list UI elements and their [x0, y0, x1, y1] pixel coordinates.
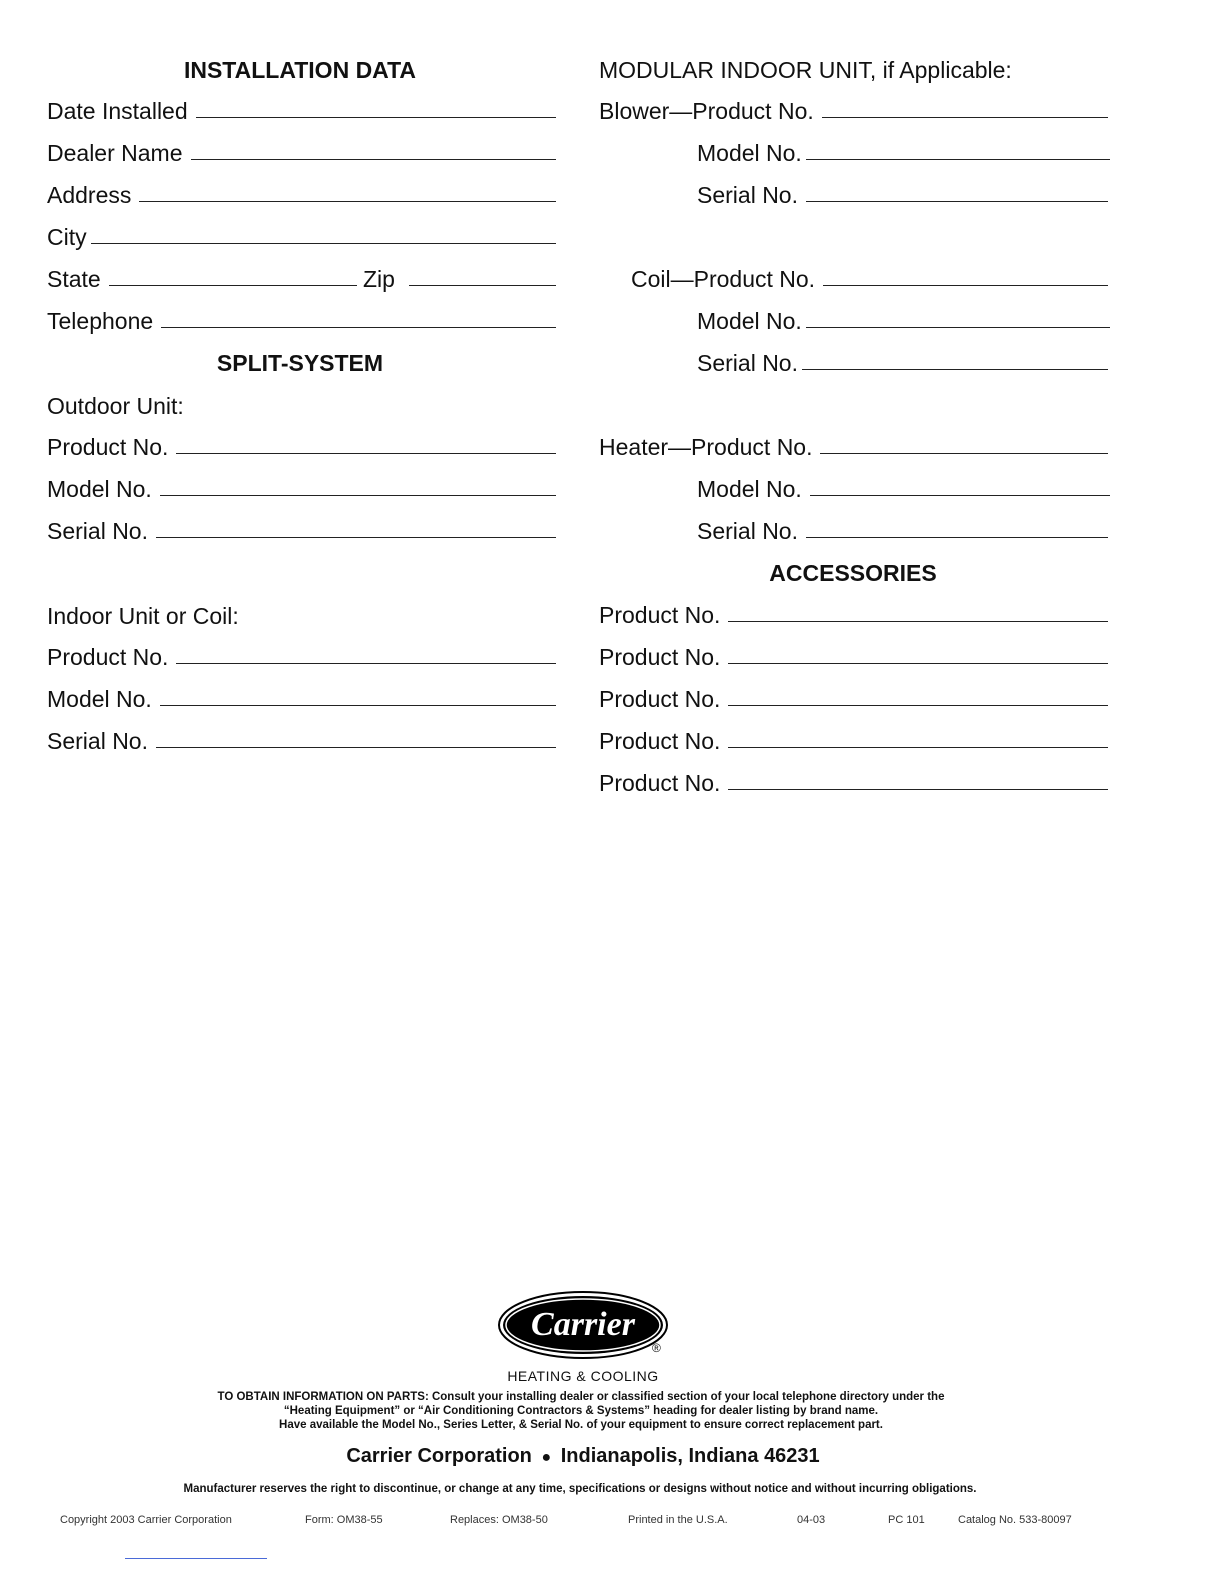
coil-product-label: Coil—Product No. [631, 266, 816, 292]
accessory-product-line[interactable] [728, 705, 1108, 706]
carrier-logo [497, 1290, 669, 1360]
city-field[interactable] [47, 220, 556, 250]
coil-product-field[interactable] [631, 262, 1108, 292]
indoor-model-field[interactable] [47, 682, 556, 712]
accessory-product-label: Product No. [599, 770, 721, 796]
heater-serial-line[interactable] [806, 537, 1108, 538]
state-line[interactable] [109, 285, 357, 286]
outdoor-serial-field[interactable] [47, 514, 556, 544]
dealer-name-label: Dealer Name [47, 140, 183, 166]
coil-serial-label: Serial No. [697, 350, 798, 376]
heating-cooling-tagline: HEATING & COOLING [507, 1368, 659, 1384]
accessory-product-line[interactable] [728, 663, 1108, 664]
telephone-line[interactable] [161, 327, 556, 328]
heater-serial-field[interactable] [697, 514, 1108, 544]
outdoor-product-field[interactable] [47, 430, 556, 460]
accessory-product-label: Product No. [599, 728, 721, 754]
outdoor-unit-label: Outdoor Unit: [47, 393, 184, 419]
accessory-product-label: Product No. [599, 686, 721, 712]
blower-product-line[interactable] [822, 117, 1108, 118]
coil-serial-field[interactable] [697, 346, 1108, 376]
indoor-product-line[interactable] [176, 663, 556, 664]
indoor-unit-label: Indoor Unit or Coil: [47, 603, 239, 629]
outdoor-model-label: Model No. [47, 476, 152, 502]
heater-serial-label: Serial No. [697, 518, 798, 544]
date-code: 04-03 [797, 1514, 826, 1526]
divider [125, 1558, 267, 1559]
catalog-number: Catalog No. 533-80097 [958, 1514, 1072, 1526]
outdoor-product-label: Product No. [47, 434, 169, 460]
zip-line[interactable] [409, 285, 556, 286]
date-installed-line[interactable] [196, 117, 556, 118]
address-field[interactable] [47, 178, 556, 208]
accessory-product-line[interactable] [728, 621, 1108, 622]
city-line[interactable] [91, 243, 556, 244]
accessory-product-field[interactable] [599, 640, 1108, 670]
accessory-product-label: Product No. [599, 644, 721, 670]
heater-model-label: Model No. [697, 476, 802, 502]
heater-model-field[interactable] [697, 472, 1110, 502]
coil-serial-line[interactable] [802, 369, 1108, 370]
split-system-heading: SPLIT-SYSTEM [216, 350, 384, 376]
blower-product-field[interactable] [599, 94, 1108, 124]
blower-model-line[interactable] [806, 159, 1110, 160]
blower-serial-label: Serial No. [697, 182, 798, 208]
indoor-serial-line[interactable] [156, 747, 556, 748]
corporation-line [0, 1445, 1166, 1468]
indoor-serial-field[interactable] [47, 724, 556, 754]
coil-model-field[interactable] [697, 304, 1110, 334]
coil-product-line[interactable] [823, 285, 1108, 286]
accessory-product-field[interactable] [599, 682, 1108, 712]
outdoor-model-line[interactable] [160, 495, 556, 496]
registered-mark: ® [652, 1341, 661, 1355]
address-line[interactable] [139, 201, 556, 202]
accessory-product-field[interactable] [599, 598, 1108, 628]
telephone-label: Telephone [47, 308, 154, 334]
zip-label: Zip [363, 266, 395, 292]
telephone-field[interactable] [47, 304, 556, 334]
indoor-model-line[interactable] [160, 705, 556, 706]
outdoor-model-field[interactable] [47, 472, 556, 502]
modular-indoor-heading: MODULAR INDOOR UNIT, if Applicable: [599, 57, 1012, 83]
carrier-logo-text: Carrier [531, 1306, 635, 1343]
parts-info-line-3: Have available the Model No., Series Letter, & Serial No. of your equipment to ensure correct replacement part. [279, 1419, 883, 1431]
address-label: Address [47, 182, 132, 208]
accessory-product-field[interactable] [599, 766, 1108, 796]
city-label: City [47, 224, 87, 250]
indoor-product-label: Product No. [47, 644, 169, 670]
blower-serial-field[interactable] [697, 178, 1108, 208]
installation-data-heading: INSTALLATION DATA [183, 57, 417, 83]
corporation-city: Indianapolis, Indiana 46231 [560, 1445, 820, 1467]
dealer-name-field[interactable] [47, 136, 556, 166]
heater-model-line[interactable] [810, 495, 1110, 496]
printed-in: Printed in the U.S.A. [628, 1514, 728, 1526]
heater-product-label: Heater—Product No. [599, 434, 813, 460]
bullet-icon: ● [541, 1449, 552, 1466]
disclaimer: Manufacturer reserves the right to discontinue, or change at any time, specifications or designs without notice and without incurring obligations. [183, 1483, 977, 1495]
parts-info-line-2: “Heating Equipment” or “Air Conditioning Contractors & Systems” heading for dealer listing by brand name. [283, 1405, 879, 1417]
dealer-name-line[interactable] [191, 159, 557, 160]
accessory-product-line[interactable] [728, 747, 1108, 748]
accessory-product-line[interactable] [728, 789, 1108, 790]
state-field[interactable] [47, 262, 357, 292]
blower-model-field[interactable] [697, 136, 1110, 166]
outdoor-serial-line[interactable] [156, 537, 556, 538]
state-label: State [47, 266, 101, 292]
indoor-product-field[interactable] [47, 640, 556, 670]
coil-model-label: Model No. [697, 308, 802, 334]
zip-field[interactable] [363, 262, 556, 292]
outdoor-serial-label: Serial No. [47, 518, 148, 544]
accessories-heading: ACCESSORIES [769, 560, 937, 586]
coil-model-line[interactable] [806, 327, 1110, 328]
blower-product-label: Blower—Product No. [599, 98, 814, 124]
heater-product-line[interactable] [820, 453, 1108, 454]
blower-model-label: Model No. [697, 140, 802, 166]
corporation-name: Carrier Corporation [346, 1445, 532, 1467]
copyright: Copyright 2003 Carrier Corporation [60, 1514, 232, 1526]
parts-info-line-1: TO OBTAIN INFORMATION ON PARTS: Consult your installing dealer or classified section of your local telephone directory under the [217, 1391, 945, 1403]
indoor-serial-label: Serial No. [47, 728, 148, 754]
outdoor-product-line[interactable] [176, 453, 556, 454]
date-installed-field[interactable] [47, 94, 556, 124]
indoor-model-label: Model No. [47, 686, 152, 712]
form-number: Form: OM38-55 [305, 1514, 383, 1526]
pc-code: PC 101 [888, 1514, 925, 1526]
accessory-product-label: Product No. [599, 602, 721, 628]
heater-product-field[interactable] [599, 430, 1108, 460]
date-installed-label: Date Installed [47, 98, 188, 124]
accessory-product-field[interactable] [599, 724, 1108, 754]
blower-serial-line[interactable] [806, 201, 1108, 202]
replaces-number: Replaces: OM38-50 [450, 1514, 548, 1526]
